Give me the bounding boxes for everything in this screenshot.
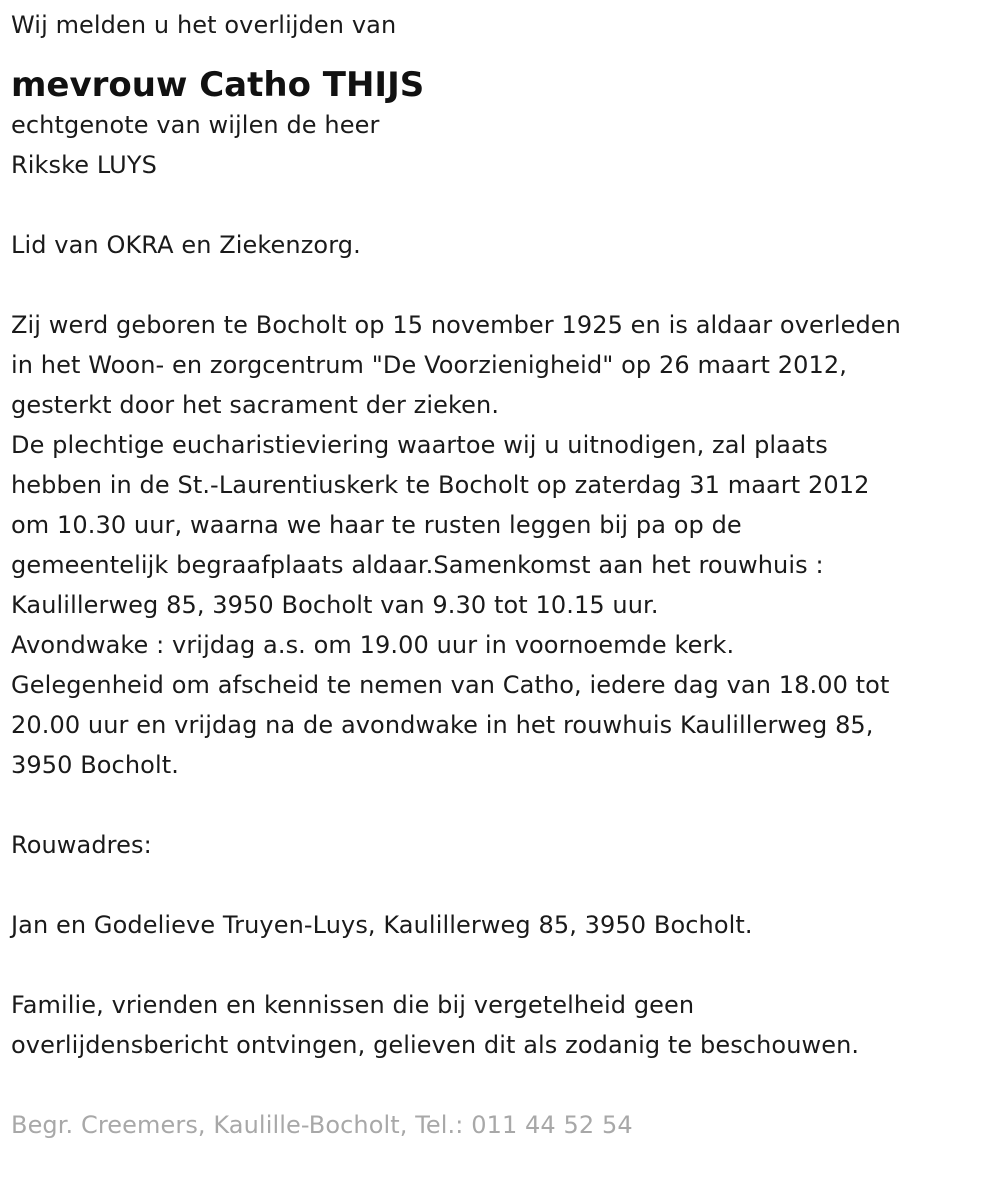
spacer <box>11 785 1000 825</box>
body-line: Zij werd geboren te Bocholt op 15 november 1925 en is aldaar overleden <box>11 311 901 339</box>
mourning-address: Jan en Godelieve Truyen-Luys, Kaulillerweg 85, 3950 Bocholt. <box>11 911 753 939</box>
spacer <box>11 865 1000 905</box>
body-line: hebben in de St.-Laurentiuskerk te Bocholt op zaterdag 31 maart 2012 <box>11 471 870 499</box>
body-line: 3950 Bocholt. <box>11 751 179 779</box>
membership-text: Lid van OKRA en Ziekenzorg. <box>11 231 361 259</box>
body-line: De plechtige eucharistieviering waartoe wij u uitnodigen, zal plaats <box>11 431 828 459</box>
body-line: gesterkt door het sacrament der zieken. <box>11 391 500 419</box>
spacer <box>11 185 1000 225</box>
mourning-address-label: Rouwadres: <box>11 831 152 859</box>
notice-body <box>11 305 1000 785</box>
spacer <box>11 265 1000 305</box>
spacer <box>11 945 1000 985</box>
closing-line-1: Familie, vrienden en kennissen die bij vergetelheid geen <box>11 991 695 1019</box>
body-line: Avondwake : vrijdag a.s. om 19.00 uur in voornoemde kerk. <box>11 631 735 659</box>
body-line: Kaulillerweg 85, 3950 Bocholt van 9.30 tot 10.15 uur. <box>11 591 659 619</box>
spacer <box>11 1065 1000 1105</box>
body-line: om 10.30 uur, waarna we haar te rusten leggen bij pa op de <box>11 511 742 539</box>
funeral-home-footer: Begr. Creemers, Kaulille-Bocholt, Tel.: 011 44 52 54 <box>11 1111 633 1139</box>
intro-text: Wij melden u het overlijden van <box>11 11 397 39</box>
body-line: in het Woon- en zorgcentrum "De Voorzienigheid" op 26 maart 2012, <box>11 351 847 379</box>
body-line: Gelegenheid om afscheid te nemen van Catho, iedere dag van 18.00 tot <box>11 671 890 699</box>
spouse-line-1: echtgenote van wijlen de heer <box>11 111 380 139</box>
closing-line-2: overlijdensbericht ontvingen, gelieven dit als zodanig te beschouwen. <box>11 1031 860 1059</box>
spouse-line-2: Rikske LUYS <box>11 151 157 179</box>
body-line: gemeentelijk begraafplaats aldaar.Samenkomst aan het rouwhuis : <box>11 551 824 579</box>
deceased-name: mevrouw Catho THIJS <box>11 65 425 105</box>
body-line: 20.00 uur en vrijdag na de avondwake in het rouwhuis Kaulillerweg 85, <box>11 711 874 739</box>
